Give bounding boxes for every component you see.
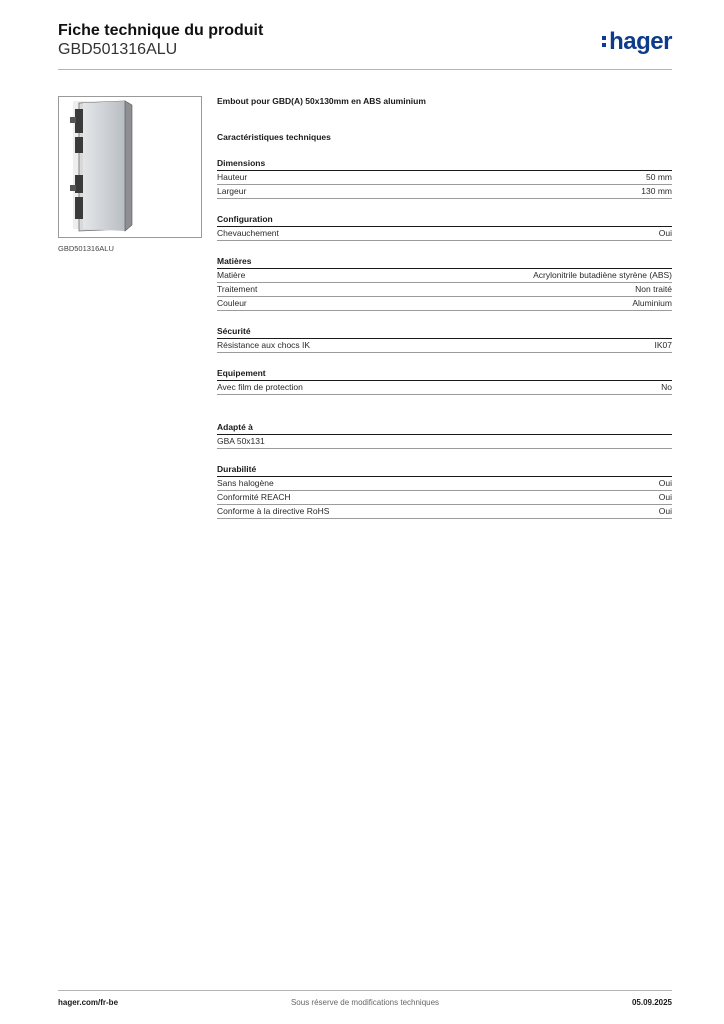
spec-label: Largeur [217,186,247,196]
section-title: Matières [217,255,672,269]
spec-label: Couleur [217,298,247,308]
spec-label: Conforme à la directive RoHS [217,506,330,516]
spec-value: Aluminium [632,298,672,308]
spec-row [217,297,672,311]
spec-value: IK07 [654,340,672,350]
section-title: Adapté à [217,421,672,435]
section-equipment [217,367,672,395]
logo-text: hager [609,28,672,55]
spec-value: Oui [658,492,672,502]
spec-row [217,505,672,519]
spec-value: 50 mm [646,172,672,182]
product-reference: GBD501316ALU [58,41,178,58]
hager-logo [602,28,672,56]
footer-website-link[interactable]: hager.com/fr-be [58,998,119,1007]
section-title: Configuration [217,213,672,227]
spec-value: Oui [658,228,672,238]
section-title: Sécurité [217,325,672,339]
section-security [217,325,672,353]
spec-row [217,185,672,199]
spec-value: Acrylonitrile butadiène styrène (ABS) [533,270,672,280]
section-title: Dimensions [217,157,672,171]
spec-label: GBA 50x131 [217,436,265,446]
specifications [217,95,672,519]
spec-row [217,477,672,491]
spec-label: Hauteur [217,172,248,182]
footer-date: 05.09.2025 [631,998,672,1007]
product-description: Embout pour GBD(A) 50x130mm en ABS aluminium [217,96,426,106]
spec-label: Matière [217,270,246,280]
section-configuration [217,213,672,241]
image-caption: GBD501316ALU [58,244,114,253]
page-header [58,22,672,68]
section-title: Equipement [217,367,672,381]
spec-value: Non traité [635,284,672,294]
footer-divider [58,990,672,991]
product-image [58,96,202,238]
spec-value: No [661,382,672,392]
section-materials [217,255,672,311]
footer-notice: Sous réserve de modifications techniques [290,998,440,1007]
section-sustainability [217,463,672,519]
spec-row [217,283,672,297]
spec-row [217,381,672,395]
section-compatible-with [217,421,672,449]
spec-row [217,269,672,283]
spec-label: Chevauchement [217,228,279,238]
header-divider [58,69,672,70]
spec-label: Sans halogène [217,478,274,488]
spec-value: Oui [658,506,672,516]
spec-label: Avec film de protection [217,382,303,392]
spec-label: Résistance aux chocs IK [217,340,311,350]
section-dimensions [217,157,672,199]
spec-label: Conformité REACH [217,492,291,502]
spec-label: Traitement [217,284,258,294]
spec-row [217,227,672,241]
section-title: Durabilité [217,463,672,477]
spec-row [217,435,672,449]
spec-row [217,339,672,353]
spec-row [217,491,672,505]
spec-row [217,171,672,185]
spec-value: 130 mm [641,186,672,196]
spec-value: Oui [658,478,672,488]
end-cap-illustration-icon [59,97,201,237]
document-title: Fiche technique du produit [58,22,264,39]
technical-heading: Caractéristiques techniques [217,132,331,142]
